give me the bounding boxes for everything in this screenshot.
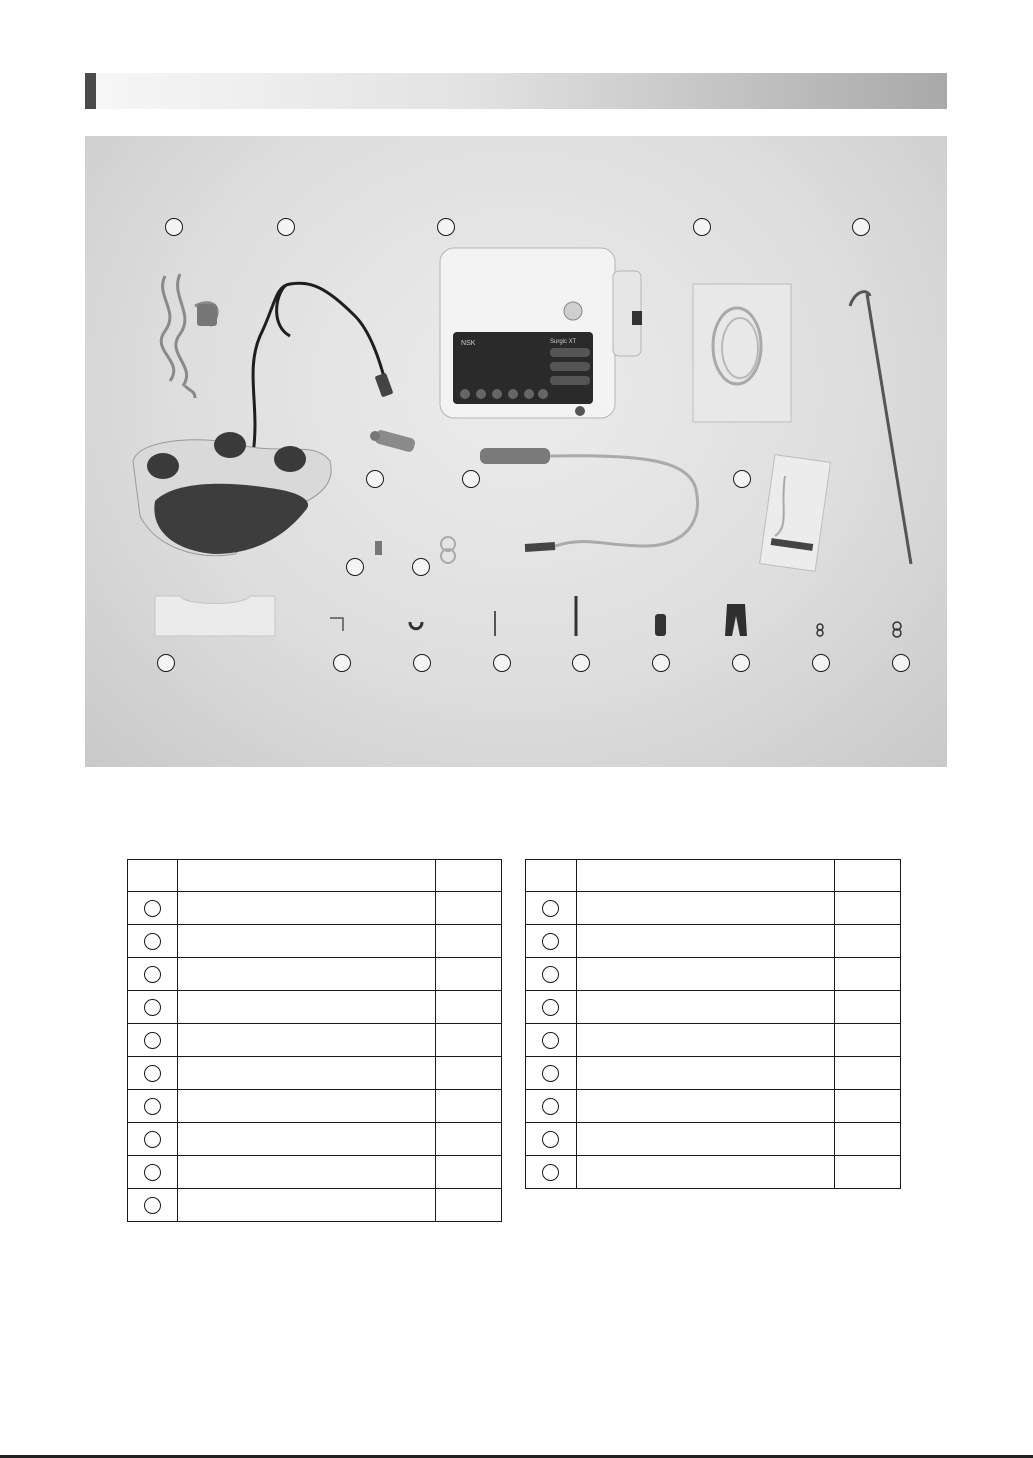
callout-control-unit [437, 218, 455, 236]
row-number-circle [542, 1032, 559, 1049]
section-header-accent [85, 73, 96, 109]
table-row [526, 958, 901, 991]
callout-foot-control-cable [277, 218, 295, 236]
table-row [526, 1123, 901, 1156]
motor-cap-illustration [655, 614, 666, 636]
row-number-circle [542, 1098, 559, 1115]
unit-brand-label: NSK [461, 340, 476, 347]
callout-power-cord [165, 218, 183, 236]
header-part [177, 860, 436, 892]
irrigation-tube-pack-illustration [693, 284, 791, 422]
table-row [526, 1024, 901, 1057]
callout-o-ring-large [892, 654, 910, 672]
row-number-circle [542, 999, 559, 1016]
row-number-circle [144, 1098, 161, 1115]
table-row [128, 958, 502, 991]
foot-control-illustration [133, 432, 331, 556]
table-row [526, 1090, 901, 1123]
callout-cleaning-needle [493, 654, 511, 672]
table-row [128, 991, 502, 1024]
callout-contra-angle [366, 470, 384, 488]
row-number-circle [542, 900, 559, 917]
table-header-row [526, 860, 901, 892]
callout-o-ring-small [812, 654, 830, 672]
micromotor-illustration [480, 448, 698, 548]
callout-motor-stand [732, 654, 750, 672]
callout-nozzle-cap [412, 558, 430, 576]
product-contents-photo [85, 136, 947, 767]
table-row [526, 991, 901, 1024]
header-qty [835, 860, 901, 892]
control-unit-illustration [440, 248, 642, 418]
row-number-circle [542, 933, 559, 950]
table-row [128, 925, 502, 958]
parts-table-right [525, 859, 901, 1189]
row-number-circle [144, 1197, 161, 1214]
callout-handpiece-rest [157, 654, 175, 672]
row-number-circle [144, 1131, 161, 1148]
motor-stand-illustration [725, 604, 747, 636]
irrigation-stand-illustration [850, 292, 911, 564]
row-number-circle [144, 1065, 161, 1082]
photo-illustration [85, 136, 947, 767]
row-number-circle [144, 900, 161, 917]
row-number-circle [542, 1164, 559, 1181]
row-number-circle [144, 933, 161, 950]
foot-control-cable-illustration [253, 283, 393, 454]
callout-screwdriver [572, 654, 590, 672]
row-number-circle [144, 1032, 161, 1049]
table-row [526, 925, 901, 958]
callout-hex-wrench [333, 654, 351, 672]
callout-motor-cap [652, 654, 670, 672]
unit-model-label: Surgic XT [550, 339, 577, 345]
table-header-row [128, 860, 502, 892]
callout-irrigation-tube-pack [693, 218, 711, 236]
row-number-circle [542, 966, 559, 983]
row-number-circle [144, 966, 161, 983]
row-number-circle [542, 1131, 559, 1148]
handpiece-rest-illustration [155, 596, 275, 636]
table-row [128, 1123, 502, 1156]
header-qty [436, 860, 502, 892]
callout-tube-holder-clip [413, 654, 431, 672]
section-header-bar [85, 73, 947, 109]
parts-table-left [127, 859, 502, 1222]
row-number-circle [144, 999, 161, 1016]
tube-clips-pack-illustration [760, 455, 831, 572]
tube-clip-illustration [410, 622, 422, 629]
table-row [128, 1156, 502, 1189]
header-no [526, 860, 577, 892]
contra-angle-illustration [370, 429, 416, 453]
table-row [526, 1156, 901, 1189]
callout-tube-clips-pack [733, 470, 751, 488]
power-cord-illustration [161, 274, 217, 398]
row-number-circle [144, 1164, 161, 1181]
hex-wrench-illustration [330, 618, 343, 631]
table-row [128, 1024, 502, 1057]
table-row [526, 1057, 901, 1090]
callout-irrigation-stand [852, 218, 870, 236]
header-no [128, 860, 178, 892]
header-part [576, 860, 835, 892]
callout-micromotor [462, 470, 480, 488]
callout-spare-o-rings [346, 558, 364, 576]
table-row [128, 1189, 502, 1222]
table-row [128, 1090, 502, 1123]
table-row [128, 1057, 502, 1090]
table-row [526, 892, 901, 925]
row-number-circle [542, 1065, 559, 1082]
table-row [128, 892, 502, 925]
o-ring-small-illustration [817, 624, 823, 630]
